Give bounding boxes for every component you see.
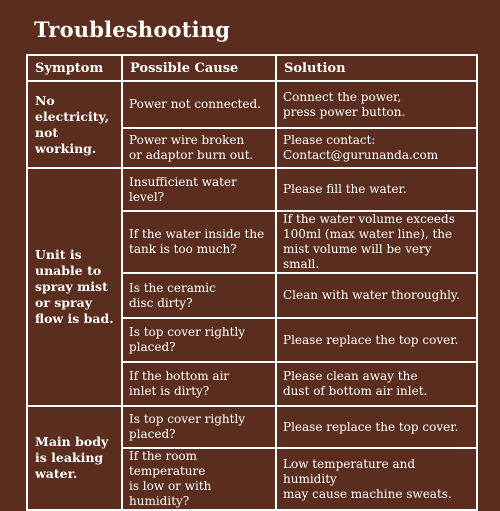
cause-cell: If the room temperature is low or with humidity? [122,448,276,510]
cause-cell: Is the ceramic disc dirty? [122,273,276,318]
cause-cell: Power not connected. [122,81,276,128]
cause-cell: If the bottom air inlet is dirty? [122,362,276,406]
table-header-row [27,55,477,81]
cause-cell: If the water inside the tank is too much? [122,211,276,273]
header-solution: Solution [276,55,477,81]
solution-cell: If the water volume exceeds 100ml (max water line), the mist volume will be very small. [276,211,477,273]
table-row [27,81,477,128]
symptom-cell: Unit is unable to spray mist or spray flow is bad. [27,168,122,406]
solution-cell: Please clean away the dust of bottom air inlet. [276,362,477,406]
troubleshooting-table [26,54,478,511]
symptom-cell: Main body is leaking water. [27,406,122,510]
solution-cell: Please fill the water. [276,168,477,211]
solution-cell: Please replace the top cover. [276,406,477,448]
cause-cell: Insufficient water level? [122,168,276,211]
solution-cell: Connect the power, press power button. [276,81,477,128]
cause-cell: Is top cover rightly placed? [122,318,276,362]
solution-cell: Clean with water thoroughly. [276,273,477,318]
solution-cell: Low temperature and humidity may cause machine sweats. [276,448,477,510]
header-symptom: Symptom [27,55,122,81]
solution-cell: Please replace the top cover. [276,318,477,362]
table-row [27,168,477,211]
table-row [27,406,477,448]
cause-cell: Is top cover rightly placed? [122,406,276,448]
cause-cell: Power wire broken or adaptor burn out. [122,128,276,168]
header-possible-cause: Possible Cause [122,55,276,81]
symptom-cell: No electricity, not working. [27,81,122,168]
page-title: Troubleshooting [34,17,231,42]
solution-cell: Please contact: Contact@gurunanda.com [276,128,477,168]
